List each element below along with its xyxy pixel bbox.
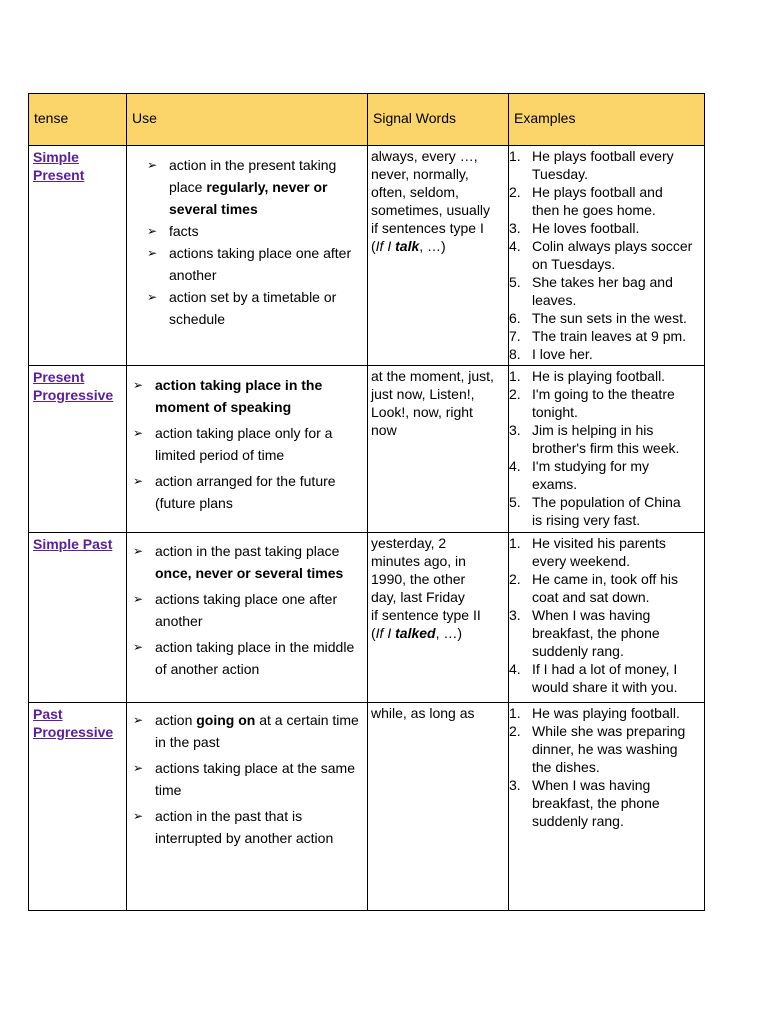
use-text-bold: once, never or several times xyxy=(155,565,344,581)
example-text: I'm going to the theatre tonight. xyxy=(532,386,675,420)
signal-line: often, seldom, xyxy=(371,184,459,200)
use-text-bold: going on xyxy=(196,712,256,728)
example-number: 7. xyxy=(509,328,521,344)
examples-cell xyxy=(509,366,705,533)
example-item xyxy=(509,493,704,529)
header-examples-label: Examples xyxy=(514,110,576,126)
tense-label-line: Simple xyxy=(33,149,79,165)
use-item xyxy=(129,757,363,801)
use-cell xyxy=(127,146,368,366)
example-list xyxy=(509,146,704,363)
signal-cell xyxy=(368,703,509,911)
use-item xyxy=(129,470,363,514)
example-text: When I was having breakfast, the phone suddenly rang. xyxy=(532,777,660,829)
example-number: 1. xyxy=(509,705,521,721)
use-text: actions taking place at the same time xyxy=(155,760,356,798)
signal-cell xyxy=(368,366,509,533)
example-item xyxy=(509,660,704,696)
example-number: 1. xyxy=(509,535,521,551)
use-item xyxy=(129,709,363,753)
use-item xyxy=(129,805,363,849)
use-item xyxy=(143,242,363,286)
example-list xyxy=(509,703,704,830)
example-number: 5. xyxy=(509,494,521,510)
use-text: action in the present taking place xyxy=(169,157,337,195)
example-item xyxy=(509,722,704,776)
tense-label-line: Present xyxy=(33,167,85,183)
header-use xyxy=(127,94,368,146)
example-text: The train leaves at 9 pm. xyxy=(532,328,687,344)
signal-paren: ( xyxy=(371,625,376,641)
signal-line: Look!, now, right xyxy=(371,404,473,420)
example-text: The population of China is rising very fast. xyxy=(532,494,681,528)
signal-line: minutes ago, in xyxy=(371,553,466,569)
example-text: The sun sets in the west. xyxy=(532,310,687,326)
header-use-label: Use xyxy=(132,110,157,126)
signal-line: just now, Listen!, xyxy=(371,386,475,402)
use-text: at a certain time in the past xyxy=(155,712,359,750)
use-item xyxy=(129,636,363,680)
tense-cell xyxy=(29,146,127,366)
examples-cell xyxy=(509,146,705,366)
example-text: When I was having breakfast, the phone suddenly rang. xyxy=(532,607,660,659)
example-number: 2. xyxy=(509,184,521,200)
example-item xyxy=(509,273,704,309)
example-list xyxy=(509,533,704,696)
example-item xyxy=(509,606,704,660)
example-number: 2. xyxy=(509,571,521,587)
use-text: facts xyxy=(169,223,199,239)
example-text: While she was preparing dinner, he was washing the dishes. xyxy=(532,723,686,775)
use-text: action taking place in the middle of another action xyxy=(155,639,355,677)
tense-link[interactable] xyxy=(29,366,126,404)
example-text: He visited his parents every weekend. xyxy=(532,535,666,569)
example-number: 6. xyxy=(509,310,521,326)
tenses-table xyxy=(28,93,705,911)
signal-paren: , …) xyxy=(419,238,446,254)
example-text: Jim is helping in his brother's firm this week. xyxy=(532,422,680,456)
use-item xyxy=(129,540,363,584)
use-text: action in the past taking place xyxy=(155,543,340,559)
example-item xyxy=(509,534,704,570)
use-cell xyxy=(127,533,368,703)
signal-italic: If I xyxy=(375,238,396,254)
example-list xyxy=(509,366,704,529)
example-item xyxy=(509,345,704,363)
use-list xyxy=(127,703,367,849)
use-cell xyxy=(127,703,368,911)
tense-label-line: Past xyxy=(33,706,63,722)
use-text: action set by a timetable or schedule xyxy=(169,289,337,327)
example-text: I love her. xyxy=(532,346,593,362)
use-item xyxy=(129,588,363,632)
example-text: Colin always plays soccer on Tuesdays. xyxy=(532,238,693,272)
example-number: 3. xyxy=(509,777,521,793)
signal-line: day, last Friday xyxy=(371,589,465,605)
example-item xyxy=(509,147,704,183)
use-text: action arranged for the future (future plans xyxy=(155,473,336,511)
example-number: 4. xyxy=(509,458,521,474)
signal-line: sometimes, usually xyxy=(371,202,491,218)
examples-cell xyxy=(509,703,705,911)
example-item xyxy=(509,309,704,327)
example-item xyxy=(509,327,704,345)
use-list xyxy=(127,366,367,514)
example-text: He loves football. xyxy=(532,220,640,236)
signal-cell xyxy=(368,146,509,366)
tense-label-line: Progressive xyxy=(33,724,114,740)
signal-line: now xyxy=(371,422,397,438)
use-item xyxy=(143,286,363,330)
signal-line: at the moment, just, xyxy=(371,368,494,384)
signal-line: yesterday, 2 xyxy=(371,535,447,551)
signal-bold-italic: talked xyxy=(395,625,436,641)
signal-line xyxy=(371,237,505,255)
example-text: She takes her bag and leaves. xyxy=(532,274,673,308)
example-number: 4. xyxy=(509,661,521,677)
signal-line: if sentences type I xyxy=(371,220,484,236)
example-text: He plays football and then he goes home. xyxy=(532,184,663,218)
example-number: 2. xyxy=(509,723,521,739)
signal-line: while, as long as xyxy=(371,705,475,721)
example-number: 3. xyxy=(509,220,521,236)
use-list xyxy=(127,533,367,680)
use-list xyxy=(127,146,367,330)
signal-paren: , …) xyxy=(435,625,463,641)
example-item xyxy=(509,219,704,237)
use-text: actions taking place one after another xyxy=(169,245,352,283)
header-signal-label: Signal Words xyxy=(373,110,457,126)
example-item xyxy=(509,776,704,830)
use-item xyxy=(129,422,363,466)
example-number: 3. xyxy=(509,607,521,623)
tense-link[interactable] xyxy=(29,533,126,553)
signal-line: always, every …, xyxy=(371,148,478,164)
example-text: I'm studying for my exams. xyxy=(532,458,650,492)
signal-line xyxy=(371,624,505,642)
tense-label-line: Present xyxy=(33,369,85,385)
tense-link[interactable] xyxy=(29,146,126,184)
use-text: action in the past that is interrupted by another action xyxy=(155,808,334,846)
example-text: He was playing football. xyxy=(532,705,680,721)
signal-line: never, normally, xyxy=(371,166,469,182)
example-item xyxy=(509,570,704,606)
use-text-bold: action taking place in the moment of speaking xyxy=(155,377,323,415)
use-text: action xyxy=(155,712,197,728)
header-examples xyxy=(509,94,705,146)
example-number: 2. xyxy=(509,386,521,402)
example-item xyxy=(509,385,704,421)
header-tense xyxy=(29,94,127,146)
header-tense-label: tense xyxy=(34,110,69,126)
example-item xyxy=(509,237,704,273)
tense-link[interactable] xyxy=(29,703,126,741)
use-item xyxy=(129,374,363,418)
use-text: action taking place only for a limited period of time xyxy=(155,425,333,463)
signal-bold-italic: talk xyxy=(395,238,420,254)
example-text: He came in, took off his coat and sat down. xyxy=(532,571,679,605)
example-number: 4. xyxy=(509,238,521,254)
use-cell xyxy=(127,366,368,533)
use-text: actions taking place one after another xyxy=(155,591,338,629)
header-signal-words xyxy=(368,94,509,146)
example-text: If I had a lot of money, I would share it with you. xyxy=(532,661,678,695)
tense-cell xyxy=(29,703,127,911)
example-text: He plays football every Tuesday. xyxy=(532,148,674,182)
tense-cell xyxy=(29,533,127,703)
example-item xyxy=(509,704,704,722)
example-number: 1. xyxy=(509,368,521,384)
signal-line: 1990, the other xyxy=(371,571,466,587)
example-number: 3. xyxy=(509,422,521,438)
tense-label-line: Progressive xyxy=(33,387,114,403)
tense-cell xyxy=(29,366,127,533)
tense-label-line: Simple Past xyxy=(33,536,113,552)
example-item xyxy=(509,183,704,219)
signal-words xyxy=(368,366,508,439)
signal-italic: If I xyxy=(375,625,396,641)
example-text: He is playing football. xyxy=(532,368,666,384)
use-text-bold: regularly, never or several times xyxy=(169,179,328,217)
signal-line: if sentence type II xyxy=(371,607,481,623)
example-number: 5. xyxy=(509,274,521,290)
example-item xyxy=(509,421,704,457)
use-item xyxy=(143,154,363,220)
example-item xyxy=(509,367,704,385)
signal-words xyxy=(368,533,508,642)
examples-cell xyxy=(509,533,705,703)
use-item xyxy=(143,220,363,242)
example-number: 1. xyxy=(509,148,521,164)
signal-cell xyxy=(368,533,509,703)
signal-words xyxy=(368,146,508,255)
signal-words xyxy=(368,703,508,722)
signal-paren: ( xyxy=(371,238,376,254)
example-number: 8. xyxy=(509,346,521,362)
example-item xyxy=(509,457,704,493)
